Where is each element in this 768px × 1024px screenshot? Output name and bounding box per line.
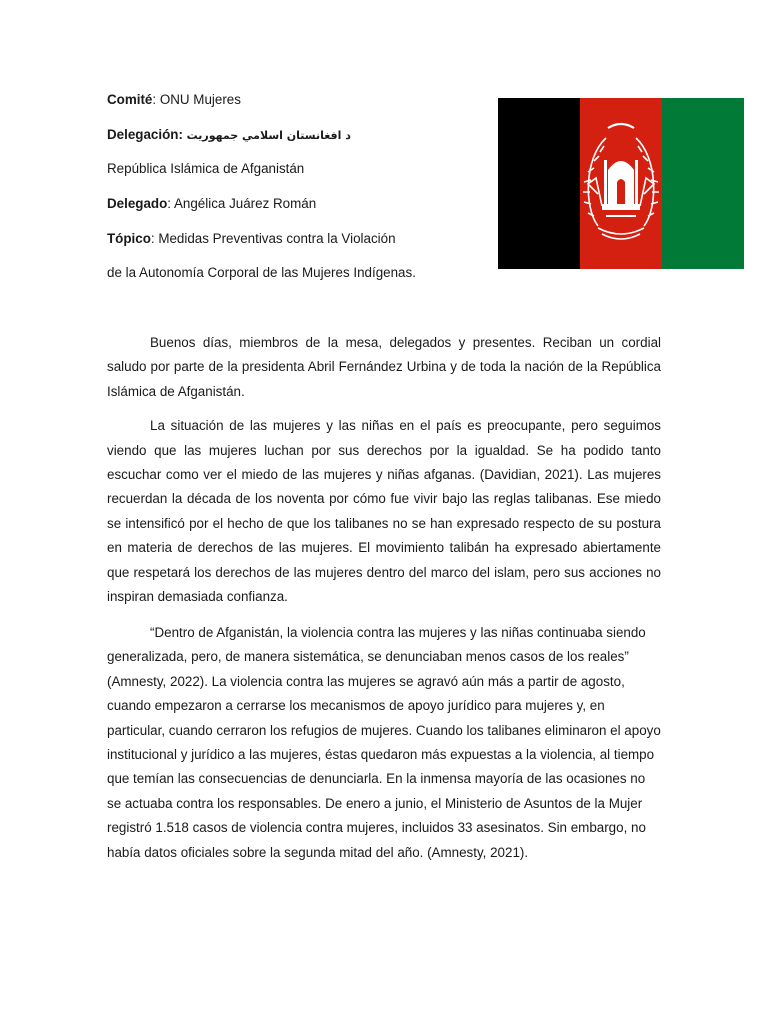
delegado-value: : Angélica Juárez Román <box>167 196 317 211</box>
body-paragraphs <box>107 331 661 619</box>
quote-paragraph-block <box>107 621 661 865</box>
delegacion-separator: : <box>178 127 187 142</box>
topico-line <box>107 230 396 248</box>
delegado-label: Delegado <box>107 196 168 211</box>
delegacion-arabic: د افغانستان اسلامي جمهوريت <box>186 129 351 142</box>
topico-value-continued: de la Autonomía Corporal de las Mujeres Indígenas. <box>107 265 416 280</box>
paragraph-situation: La situación de las mujeres y las niñas en el país es preocupante, pero seguimos viendo que las mujeres luchan por sus derechos por la igualdad. Se ha podido tanto escuchar como ver el miedo de las mujeres y niñas afganas. (Davidian, 2021). Las mujeres recuerdan la década de los noventa por cómo fue vivir bajo las reglas talibanas. Ese miedo se intensificó por el hecho de que los talibanes no se han expresado respecto de su postura en materia de derechos de las mujeres. El movimiento talibán ha expresado abiertamente que respetará los derechos de las mujeres dentro del marco del islam, pero sus acciones no inspiran demasiada confianza. <box>107 418 661 605</box>
delegacion-value: República Islámica de Afganistán <box>107 161 305 176</box>
flag-black-stripe <box>498 98 580 269</box>
paragraph-greeting: Buenos días, miembros de la mesa, delegados y presentes. Reciban un cordial saludo por parte de la presidenta Abril Fernández Urbina y de toda la nación de la República Islámica de Afganistán. <box>107 335 661 399</box>
paragraph-amnesty: “Dentro de Afganistán, la violencia contra las mujeres y las niñas continuaba siendo generalizada, pero, de manera sistemática, se denunciaban menos casos de los reales” (Amnesty, 2022). La violencia contra las mujeres se agravó aún más a partir de agosto, cuando empezaron a cerrarse los mecanismos de apoyo jurídico para mujeres y, en particular, cuando cerraron los refugios de mujeres. Cuando los talibanes eliminaron el apoyo institucional y jurídico a las mujeres, éstas quedaron más expuestas a la violencia, al tiempo que temían las consecuencias de denunciarla. En la inmensa mayoría de las ocasiones no se actuaba contra los responsables. De enero a junio, el Ministerio de Asuntos de la Mujer registró 1.518 casos de violencia contra mujeres, incluidos 33 asesinatos. Sin embargo, no había datos oficiales sobre la segunda mitad del año. (Amnesty, 2021). <box>107 625 661 860</box>
afghanistan-flag <box>498 98 744 269</box>
delegacion-line <box>107 126 351 145</box>
flag-green-stripe <box>662 98 744 269</box>
topico-label: Tópico <box>107 231 151 246</box>
delegado-line <box>107 195 316 213</box>
topico-value: : Medidas Preventivas contra la Violación <box>150 231 396 246</box>
delegacion-label: Delegación <box>107 127 179 142</box>
comite-line <box>107 91 241 109</box>
comite-value: : ONU Mujeres <box>152 92 241 107</box>
comite-label: Comité <box>107 92 153 107</box>
